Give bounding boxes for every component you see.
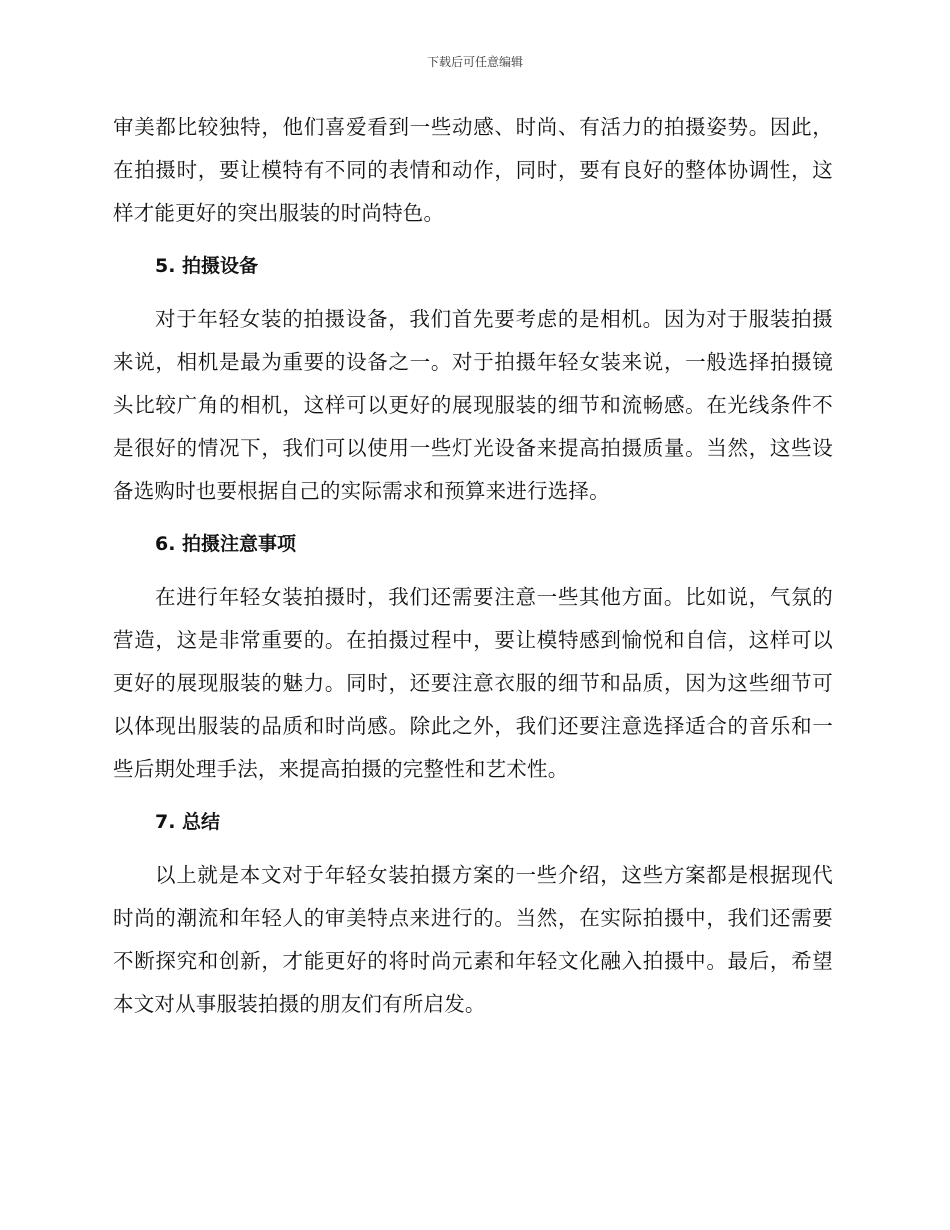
paragraph-section-6: 在进行年轻女装拍摄时，我们还需要注意一些其他方面。比如说，气氛的营造，这是非常重要的。在拍摄过程中，要让模特感到愉悦和自信，这样可以更好的展现服装的魅力。同时，还要注意衣服的细节和品质，因为这些细节可以体现出服装的品质和时尚感。除此之外，我们还要注意选择适合的音乐和一些后期处理手法，来提高拍摄的完整性和艺术性。 (113, 585, 833, 781)
heading-section-6: 6. 拍摄注意事项 (155, 533, 297, 555)
paragraph-continuation: 审美都比较独特，他们喜爱看到一些动感、时尚、有活力的拍摄姿势。因此，在拍摄时，要让模特有不同的表情和动作，同时，要有良好的整体协调性，这样才能更好的突出服装的时尚特色。 (113, 115, 833, 225)
document-body (113, 106, 833, 1026)
paragraph-section-7: 以上就是本文对于年轻女装拍摄方案的一些介绍，这些方案都是根据现代时尚的潮流和年轻人的审美特点来进行的。当然，在实际拍摄中，我们还需要不断探究和创新，才能更好的将时尚元素和年轻文化融入拍摄中。最后，希望本文对从事服装拍摄的朋友们有所启发。 (113, 863, 833, 1016)
paragraph-section-5: 对于年轻女装的拍摄设备，我们首先要考虑的是相机。因为对于服装拍摄来说，相机是最为重要的设备之一。对于拍摄年轻女装来说，一般选择拍摄镜头比较广角的相机，这样可以更好的展现服装的细节和流畅感。在光线条件不是很好的情况下，我们可以使用一些灯光设备来提高拍摄质量。当然，这些设备选购时也要根据自己的实际需求和预算来进行选择。 (113, 307, 833, 503)
page-header: 下载后可任意编辑 (426, 55, 523, 69)
heading-section-5: 5. 拍摄设备 (155, 255, 259, 277)
heading-section-7: 7. 总结 (155, 811, 221, 833)
